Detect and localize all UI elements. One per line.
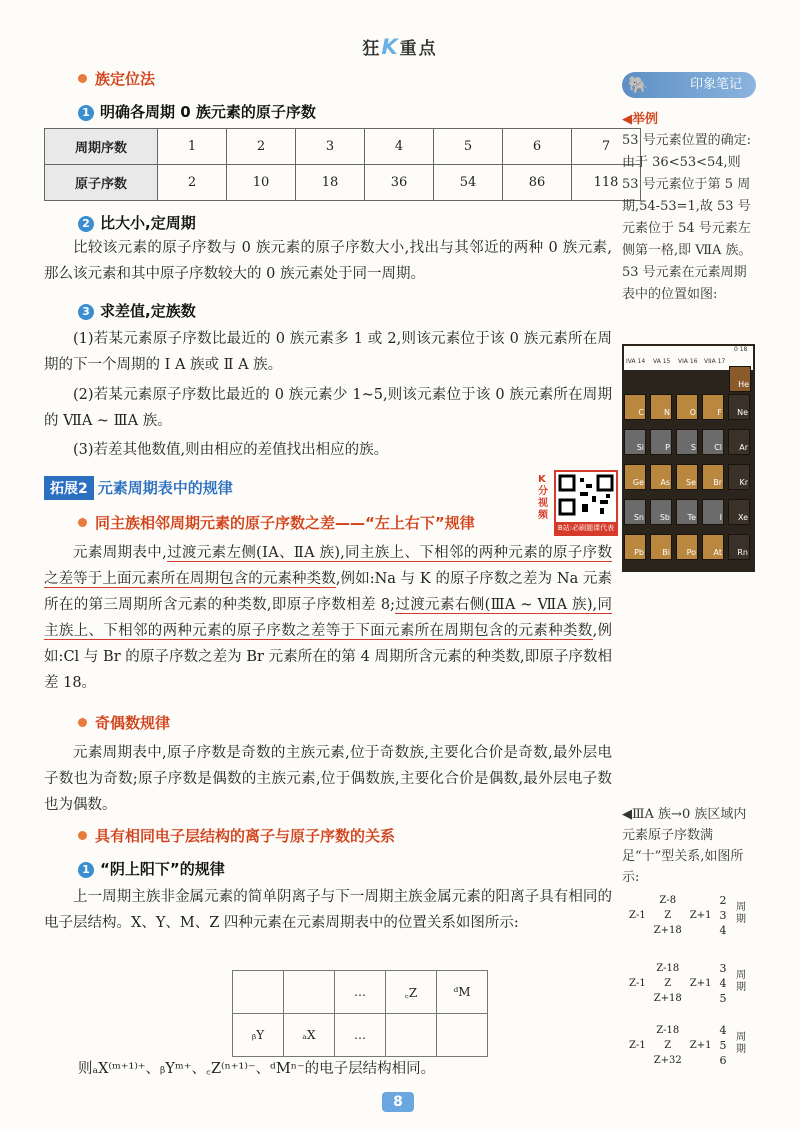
grid-cell: Z — [664, 978, 672, 989]
table-cell: ᵈM — [437, 971, 488, 1014]
bullet-icon — [78, 518, 87, 527]
grid-cell: Z-8 — [659, 895, 677, 906]
rule1-heading — [78, 512, 475, 533]
section-title: 族定位法 — [95, 70, 156, 88]
table-row — [233, 971, 488, 1014]
element-cell: Te — [676, 499, 698, 525]
table-cell: 1 — [158, 129, 227, 165]
step2-heading — [78, 212, 196, 233]
cross-grid-2 — [624, 960, 746, 1007]
grid-cell: Z+18 — [653, 993, 682, 1004]
table-cell: ꜀Z — [386, 971, 437, 1014]
step1-heading — [78, 101, 316, 122]
element-cell: O — [676, 394, 698, 420]
element-cell: P — [650, 429, 672, 455]
grid-cell: Z+1 — [689, 910, 712, 921]
element-cell: Br — [702, 464, 724, 490]
grid-period: 4 — [719, 1024, 727, 1037]
grid-cell: Z — [664, 910, 672, 921]
header-text-right: 重点 — [399, 39, 438, 59]
element-cell: Po — [676, 534, 698, 560]
grid-cell: Z+18 — [653, 925, 682, 936]
expand-tag: 拓展2 — [44, 476, 94, 500]
table-cell: 36 — [365, 165, 434, 201]
table-cell — [386, 1014, 437, 1057]
elephant-icon: 🐘 — [628, 75, 648, 94]
notes-badge-label: 印象笔记 — [689, 77, 742, 92]
text-run: ,例如:Na 与 K 的原子序数之差为 Na 元素所在的第三周期所含元素的种类数,即原子序数相差 8; — [44, 571, 612, 613]
table-cell — [284, 971, 335, 1014]
header-k-logo: K — [381, 35, 400, 59]
text-run: 元素周期表中, — [73, 545, 167, 561]
table-cell: 2 — [227, 129, 296, 165]
grid-period: 5 — [719, 992, 727, 1005]
number-badge-icon: 3 — [78, 304, 94, 320]
step3-paragraph-3: (3)若差其他数值,则由相应的差值找出相应的族。 — [73, 442, 389, 458]
xyzm-position-table — [232, 970, 488, 1057]
header-text-left: 狂 — [362, 39, 382, 59]
qr-caption: B站:必刷题课代表 — [557, 524, 615, 532]
page-header — [0, 34, 800, 59]
table-row — [45, 129, 641, 165]
grid-period-label: 周期 — [736, 1032, 746, 1055]
section-heading-group-method — [78, 68, 155, 89]
grid-period: 2 — [719, 894, 727, 907]
element-cell: As — [650, 464, 672, 490]
element-cell: He — [729, 366, 751, 392]
step2-title: 比大小,定周期 — [100, 214, 196, 232]
rule3-paragraph: 上一周期主族非金属元素的简单阴离子与下一周期主族金属元素的阳离子具有相同的电子层结构。X、Y、M、Z 四种元素在元素周期表中的位置关系如图所示: — [44, 889, 612, 931]
step3-paragraph-1: (1)若某元素原子序数比最近的 0 族元素多 1 或 2,则该元素位于该 0 族元素所在周期的下一个周期的 Ⅰ A 族或 Ⅱ A 族。 — [44, 331, 612, 373]
table-cell: 6 — [503, 129, 572, 165]
grid-period: 3 — [719, 962, 727, 975]
periodic-table-image — [622, 344, 755, 572]
grid-cell: Z-1 — [629, 910, 646, 921]
underlined-text: 过渡元素左侧(ⅠA、ⅡA 族),同主族上、下相邻的 — [166, 545, 479, 561]
rule2-heading — [78, 712, 170, 733]
table-cell: 5 — [434, 129, 503, 165]
underlined-text: 过渡元素右侧(ⅢA ~ ⅦA 族),同主族上、下相邻的两种元素的原子序数之差等 — [44, 597, 613, 639]
element-cell: Kr — [728, 464, 750, 490]
element-cell: Sb — [650, 499, 672, 525]
grid-cell: Z-1 — [629, 1040, 646, 1051]
number-badge-icon: 1 — [78, 862, 94, 878]
ptable-group-label: VA 15 — [653, 358, 671, 365]
step2-paragraph: 比较该元素的原子序数与 0 族元素的原子序数大小,找出与其邻近的两种 0 族元素,那么该元素和其中原子序数较大的 0 族元素处于同一周期。 — [44, 240, 612, 282]
rule3-heading — [78, 825, 395, 846]
period-table — [44, 128, 641, 201]
element-cell: Xe — [728, 499, 750, 525]
element-cell: At — [702, 534, 724, 560]
element-cell: Bi — [650, 534, 672, 560]
grid-period: 4 — [719, 924, 727, 937]
table-header-cell: 周期序数 — [45, 129, 158, 165]
table-row — [45, 165, 641, 201]
number-badge-icon: 2 — [78, 216, 94, 232]
grid-period: 6 — [719, 1054, 727, 1067]
element-cell: Cl — [702, 429, 724, 455]
element-cell: Se — [676, 464, 698, 490]
element-cell: Rn — [728, 534, 750, 560]
table-cell: ᵦY — [233, 1014, 284, 1057]
element-cell: Ne — [728, 394, 750, 420]
table-header-cell: 原子序数 — [45, 165, 158, 201]
side-cross-title: ◀ⅢA 族→0 族区域内元素原子序数满足“十”型关系,如图所示: — [622, 807, 747, 885]
grid-cell: Z — [664, 1040, 672, 1051]
table-cell: 54 — [434, 165, 503, 201]
element-cell: Si — [624, 429, 646, 455]
table-cell: ₐX — [284, 1014, 335, 1057]
bullet-icon — [78, 718, 87, 727]
grid-cell: Z+1 — [689, 978, 712, 989]
element-cell: C — [624, 394, 646, 420]
table-cell: 2 — [158, 165, 227, 201]
ptable-group-label: VIIA 17 — [704, 358, 726, 365]
ptable-group-label: 0 18 — [734, 346, 748, 353]
table-cell: 118 — [572, 165, 641, 201]
bullet-icon — [78, 831, 87, 840]
number-badge-icon: 1 — [78, 105, 94, 121]
table-cell: 18 — [296, 165, 365, 201]
element-cell: Ar — [728, 429, 750, 455]
rule1-paragraph — [44, 540, 612, 696]
side-example-text: 53 号元素位置的确定:由于 36<53<54,则 53 号元素位于第 5 周期,54-53=1,故 53 号元素位于 54 号元素左侧第一格,即 ⅦA 族。53 号元素在元素周期表中的位置如图: — [622, 133, 752, 302]
table-cell: … — [335, 971, 386, 1014]
grid-period-label: 周期 — [736, 902, 746, 925]
grid-cell: Z-18 — [656, 963, 680, 974]
grid-period: 5 — [719, 1039, 727, 1052]
table-cell — [233, 971, 284, 1014]
grid-period-label: 周期 — [736, 970, 746, 993]
element-cell: I — [702, 499, 724, 525]
element-cell: Ge — [624, 464, 646, 490]
rule2-paragraph: 元素周期表中,原子序数是奇数的主族元素,位于奇数族,主要化合价是奇数,最外层电子数也为奇数;原子序数是偶数的主族元素,位于偶数族,主要化合价是偶数,最外层电子数也为偶数。 — [44, 745, 612, 813]
table-cell: 10 — [227, 165, 296, 201]
qr-vertical-label: K分视频 — [538, 474, 548, 521]
rule3-title: 具有相同电子层结构的离子与原子序数的关系 — [95, 827, 396, 845]
step3-title: 求差值,定族数 — [100, 302, 196, 320]
table-row — [233, 1014, 488, 1057]
step1-title: 明确各周期 0 族元素的原子序数 — [100, 103, 316, 121]
step3-paragraph-2: (2)若某元素原子序数比最近的 0 族元素少 1~5,则该元素位于该 0 族元素所在周期的 ⅦA ~ ⅢA 族。 — [44, 387, 612, 429]
ptable-group-label: VIA 16 — [678, 358, 698, 365]
ptable-group-label: IVA 14 — [626, 358, 646, 365]
grid-cell: Z+1 — [689, 1040, 712, 1051]
rule1-title: 同主族相邻周期元素的原子序数之差——“左上右下”规律 — [95, 514, 475, 532]
cross-grid-1 — [624, 892, 746, 939]
bullet-icon — [78, 74, 87, 83]
element-cell: S — [676, 429, 698, 455]
notes-badge — [622, 72, 756, 98]
grid-cell: Z-1 — [629, 978, 646, 989]
rule3-conclusion: 则ₐX⁽ᵐ⁺¹⁾⁺、ᵦYᵐ⁺、꜀Z⁽ⁿ⁺¹⁾⁻、ᵈMⁿ⁻的电子层结构相同。 — [78, 1061, 436, 1077]
step3-heading — [78, 300, 196, 321]
cross-grid-3 — [624, 1022, 746, 1069]
grid-period: 3 — [719, 909, 727, 922]
table-cell: … — [335, 1014, 386, 1057]
table-cell: 4 — [365, 129, 434, 165]
table-cell: 7 — [572, 129, 641, 165]
element-cell: F — [702, 394, 724, 420]
table-cell: 86 — [503, 165, 572, 201]
element-cell: N — [650, 394, 672, 420]
underlined-text: 两种元素的原子序数之差等于上面元素所在周期包含的元素种类数 — [44, 545, 613, 587]
table-cell: 3 — [296, 129, 365, 165]
element-cell: Sn — [624, 499, 646, 525]
underlined-text: 于下面元素所在周期包含的元素种类数 — [340, 623, 593, 639]
grid-cell: Z-18 — [656, 1025, 680, 1036]
grid-period: 4 — [719, 977, 727, 990]
rule3-sub-title: “阴上阳下”的规律 — [100, 860, 225, 878]
element-cell: Pb — [624, 534, 646, 560]
expand-title: 元素周期表中的规律 — [97, 479, 233, 497]
rule2-title: 奇偶数规律 — [95, 714, 171, 732]
qr-code-icon[interactable] — [554, 470, 618, 536]
expand-banner — [44, 476, 233, 500]
grid-cell: Z+32 — [653, 1055, 682, 1066]
table-cell — [437, 1014, 488, 1057]
rule3-sub-heading — [78, 858, 225, 879]
page-number: 8 — [382, 1092, 414, 1112]
text-run: ,例如:Cl 与 Br 的原子序数之差为 Br 元素所在的第 4 周期所含元素的种类数,即原子序数相差 18。 — [44, 623, 613, 691]
side-example-title: ◀举例 — [622, 112, 658, 127]
